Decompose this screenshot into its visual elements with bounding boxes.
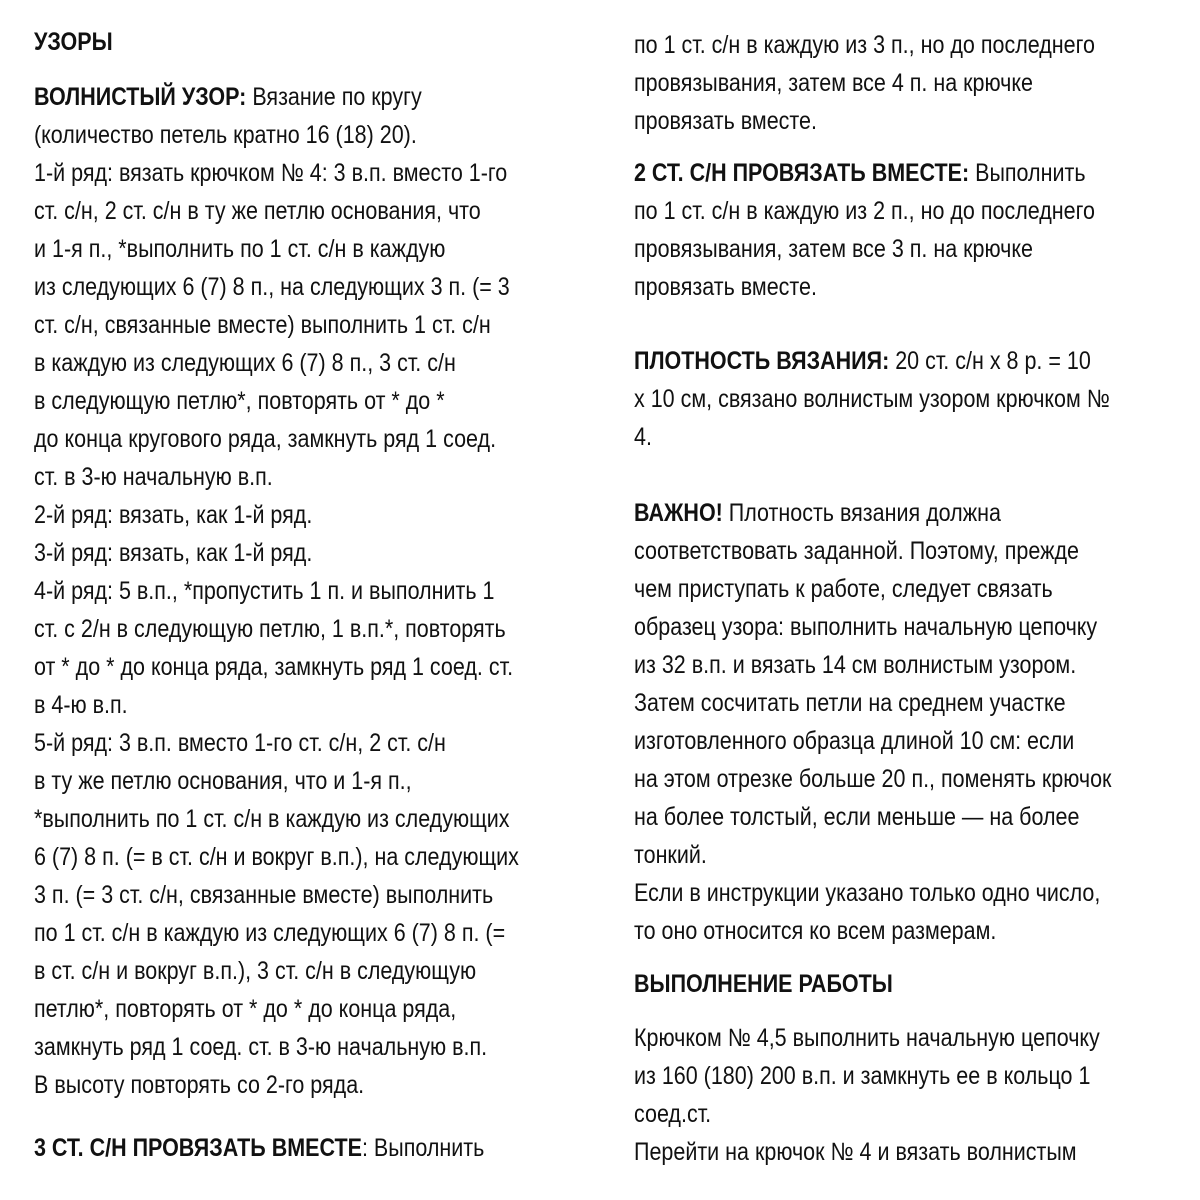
text-line: 3 п. (= 3 ст. с/н, связанные вместе) выполнить [34,881,494,909]
important-text: Плотность вязания должна [722,499,1001,527]
text-line: ст. с 2/н в следующую петлю, 1 в.п.*, повторять [34,615,506,643]
two-together-line [634,155,1086,191]
text-line: соед.ст. [634,1100,712,1128]
text-line: Если в инструкции указано только одно число, [634,879,1101,907]
two-together-text: Выполнить [969,159,1086,187]
text-line: провязать вместе. [634,107,817,135]
text-line: из 160 (180) 200 в.п. и замкнуть ее в кольцо 1 [634,1062,1091,1090]
text-line: из следующих 6 (7) 8 п., на следующих 3 п. (= 3 [34,273,510,301]
text-line: соответствовать заданной. Поэтому, прежде [634,537,1079,565]
wave-pattern-text: Вязание по кругу [246,83,422,111]
important-line [634,495,1001,531]
text-line: тонкий. [634,841,707,869]
text-line: петлю*, повторять от * до * до конца ряда, [34,995,457,1023]
text-line: и 1-я п., *выполнить по 1 ст. с/н в каждую [34,235,446,263]
text-line: замкнуть ряд 1 соед. ст. в 3-ю начальную в.п. [34,1033,488,1061]
density-text: 20 ст. с/н х 8 р. = 10 [889,347,1091,375]
density-title: ПЛОТНОСТЬ ВЯЗАНИЯ: [634,347,890,375]
text-line: ст. с/н, 2 ст. с/н в ту же петлю основания, что [34,197,481,225]
two-together-title: 2 СТ. С/Н ПРОВЯЗАТЬ ВМЕСТЕ: [634,159,970,187]
wave-pattern-line [34,79,422,115]
text-line: Перейти на крючок № 4 и вязать волнистым [634,1138,1077,1166]
text-line: провязывания, затем все 4 п. на крючке [634,69,1033,97]
three-together-text: : Выполнить [361,1134,485,1162]
text-line: 4. [634,423,652,451]
text-line: В высоту повторять со 2-го ряда. [34,1071,365,1099]
text-line: по 1 ст. с/н в каждую из 2 п., но до последнего [634,197,1095,225]
text-line: в 4-ю в.п. [34,691,128,719]
text-line: изготовленного образца длиной 10 см: если [634,727,1075,755]
text-line: ст. с/н, связанные вместе) выполнить 1 ст. с/н [34,311,491,339]
density-line [634,343,1091,379]
text-line: Затем сосчитать петли на среднем участке [634,689,1066,717]
text-line: Крючком № 4,5 выполнить начальную цепочку [634,1024,1100,1052]
text-line: в каждую из следующих 6 (7) 8 п., 3 ст. с/н [34,349,456,377]
section-heading-patterns: УЗОРЫ [34,28,113,56]
text-line: 1-й ряд: вязать крючком № 4: 3 в.п. вместо 1-го [34,159,508,187]
text-line: по 1 ст. с/н в каждую из следующих 6 (7) 8 п. (= [34,919,506,947]
text-line: *выполнить по 1 ст. с/н в каждую из следующих [34,805,510,833]
text-line: 2-й ряд: вязать, как 1-й ряд. [34,501,313,529]
text-line: х 10 см, связано волнистым узором крючком № [634,385,1110,413]
text-line: ст. в 3-ю начальную в.п. [34,463,273,491]
text-line: из 32 в.п. и вязать 14 см волнистым узором. [634,651,1077,679]
text-line: провязать вместе. [634,273,817,301]
text-line: 3-й ряд: вязать, как 1-й ряд. [34,539,313,567]
text-line: в ст. с/н и вокруг в.п.), 3 ст. с/н в следующую [34,957,477,985]
text-line: чем приступать к работе, следует связать [634,575,1053,603]
three-together-line [34,1130,484,1166]
section-heading-work: ВЫПОЛНЕНИЕ РАБОТЫ [634,970,893,998]
text-line: на этом отрезке больше 20 п., поменять крючок [634,765,1112,793]
text-line: (количество петель кратно 16 (18) 20). [34,121,417,149]
text-line: 5-й ряд: 3 в.п. вместо 1-го ст. с/н, 2 ст. с/н [34,729,446,757]
text-line: провязывания, затем все 3 п. на крючке [634,235,1033,263]
text-line: 4-й ряд: 5 в.п., *пропустить 1 п. и выполнить 1 [34,577,495,605]
important-title: ВАЖНО! [634,499,723,527]
text-line: на более толстый, если меньше — на более [634,803,1080,831]
text-line: от * до * до конца ряда, замкнуть ряд 1 соед. ст. [34,653,514,681]
wave-pattern-title: ВОЛНИСТЫЙ УЗОР: [34,83,247,111]
text-line: 6 (7) 8 п. (= в ст. с/н и вокруг в.п.), на следующих [34,843,519,871]
text-line: в следующую петлю*, повторять от * до * [34,387,445,415]
three-together-title: 3 СТ. С/Н ПРОВЯЗАТЬ ВМЕСТЕ [34,1134,362,1162]
text-line: в ту же петлю основания, что и 1-я п., [34,767,412,795]
text-line: то оно относится ко всем размерам. [634,917,997,945]
text-line: по 1 ст. с/н в каждую из 3 п., но до последнего [634,31,1095,59]
text-line: образец узора: выполнить начальную цепочку [634,613,1098,641]
text-line: до конца кругового ряда, замкнуть ряд 1 соед. [34,425,497,453]
